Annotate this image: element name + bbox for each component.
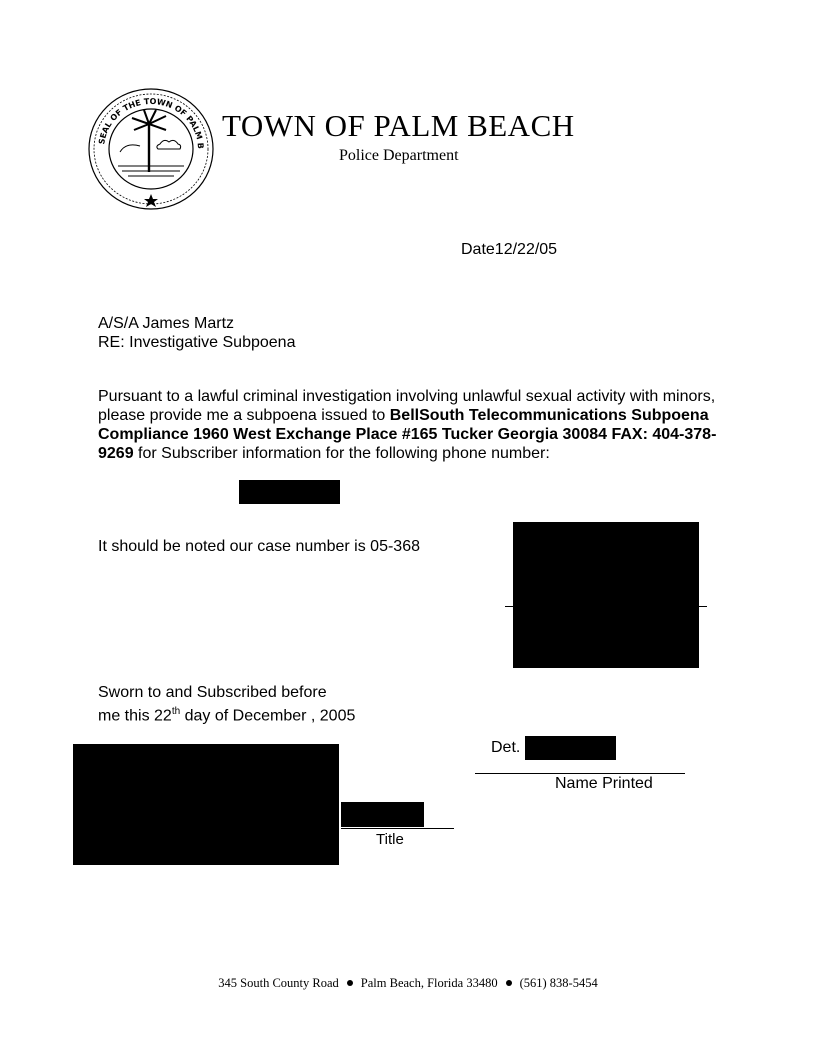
bullet-icon — [347, 980, 353, 986]
redacted-phone-number — [239, 480, 340, 504]
date-label: Date — [461, 241, 495, 258]
recipient-block — [98, 314, 295, 352]
title-line — [341, 828, 454, 829]
sworn-line-2: me this 22th day of December , 2005 — [98, 706, 356, 725]
sworn-statement — [98, 683, 355, 725]
seal-text: SEAL OF THE TOWN OF PALM B — [97, 96, 206, 150]
bullet-icon — [506, 980, 512, 986]
svg-text:SEAL OF THE TOWN OF PALM BEACH — [86, 86, 205, 149]
subject-line: RE: Investigative Subpoena — [98, 334, 296, 351]
page-title: TOWN OF PALM BEACH — [222, 108, 575, 143]
redacted-notary-block — [513, 522, 699, 668]
footer-phone: (561) 838-5454 — [519, 976, 598, 990]
recipient-name: A/S/A James Martz — [98, 315, 235, 332]
redacted-detective-name — [525, 736, 616, 760]
body-paragraph — [98, 387, 720, 463]
redacted-title — [341, 802, 424, 827]
town-seal — [86, 86, 216, 212]
title-label: Title — [376, 831, 404, 848]
notary-tick-right — [699, 606, 707, 607]
date-line — [461, 241, 557, 259]
seal-graphic — [86, 86, 216, 212]
company-address: BellSouth Telecommunications Subpoena Compliance 1960 West Exchange Place #165 Tucker Georgia 30084 FAX: 404-378-9269 — [98, 407, 717, 462]
footer-street: 345 South County Road — [218, 976, 339, 990]
notary-tick-left — [505, 606, 513, 607]
date-value: 12/22/05 — [494, 241, 558, 258]
footer-city: Palm Beach, Florida 33480 — [360, 976, 498, 990]
name-printed-label: Name Printed — [555, 775, 653, 792]
detective-label: Det. — [491, 739, 521, 756]
footer-address — [0, 976, 816, 991]
body-intro: Pursuant to a lawful criminal investigation involving unlawful sexual activity with minors, please provide me a subpoena issued to — [98, 388, 716, 424]
redacted-signature — [73, 744, 339, 865]
body-outro: for Subscriber information for the following phone number: — [133, 445, 550, 462]
case-number-note: It should be noted our case number is 05-368 — [98, 538, 420, 555]
sworn-line-1: Sworn to and Subscribed before — [98, 684, 327, 701]
department-subtitle: Police Department — [339, 147, 459, 164]
name-printed-line — [475, 773, 685, 774]
